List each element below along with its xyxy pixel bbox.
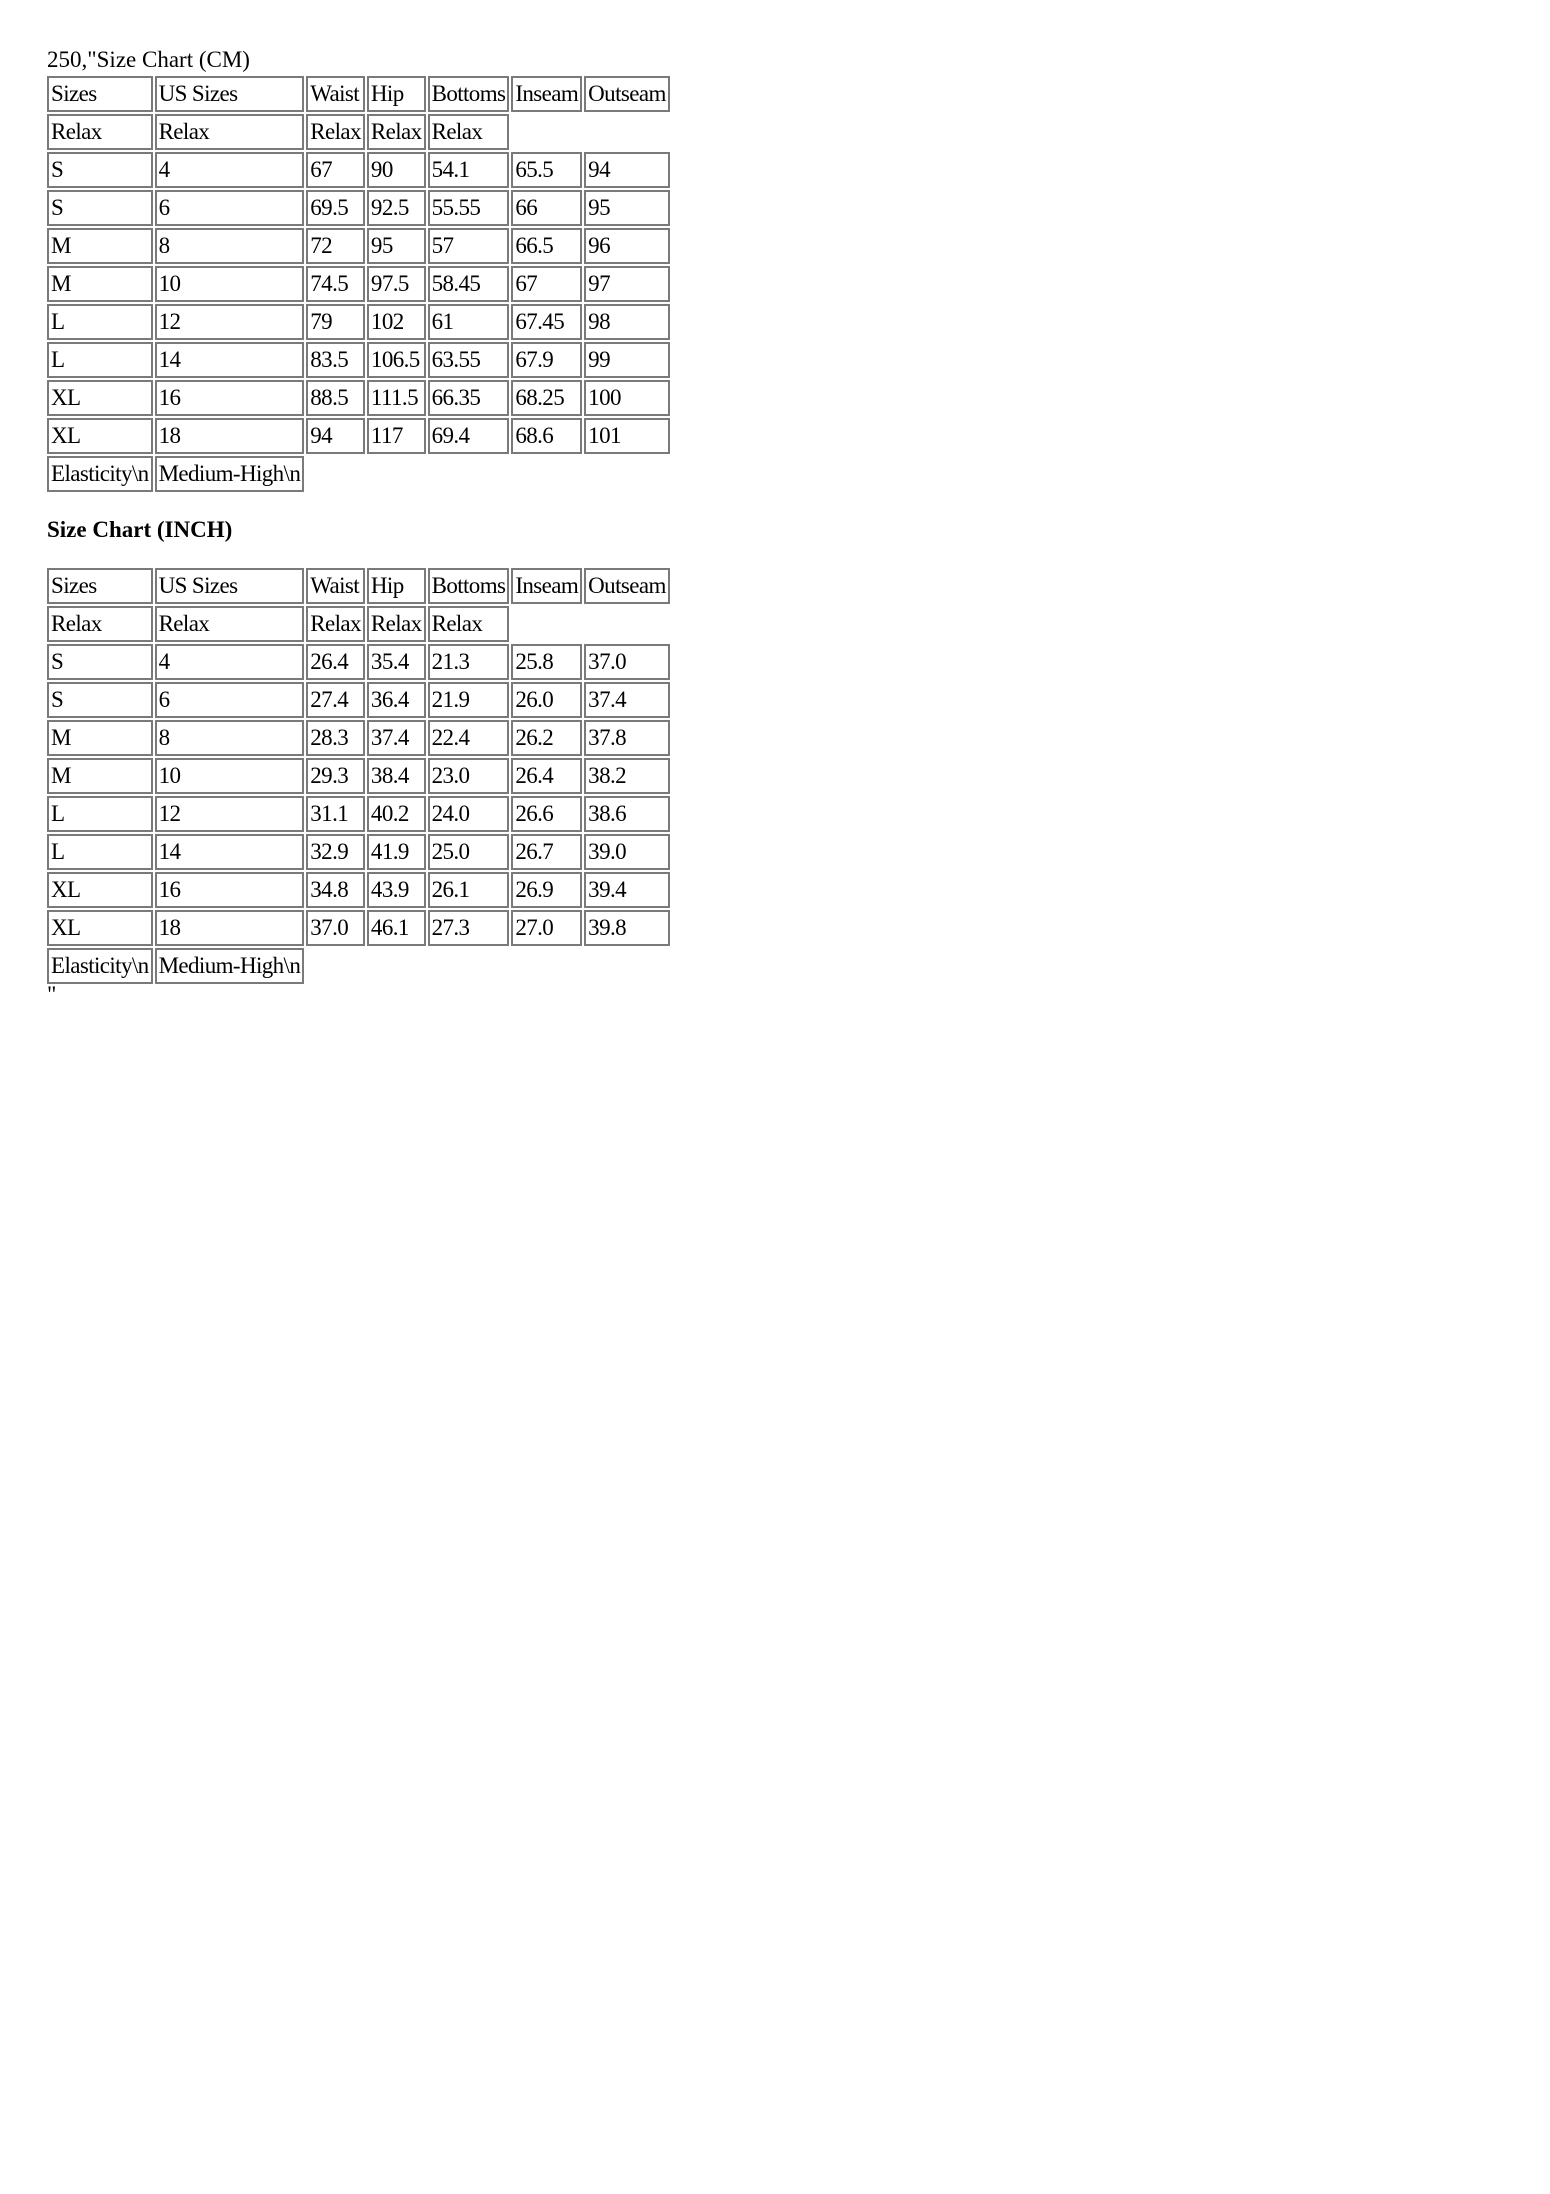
table-cell: 106.5 xyxy=(367,342,426,378)
table-row xyxy=(47,418,670,454)
empty-cell xyxy=(511,606,582,642)
table-cell: 18 xyxy=(155,418,305,454)
table-cell: M xyxy=(47,720,153,756)
table-cell: L xyxy=(47,796,153,832)
table-cell: 31.1 xyxy=(306,796,365,832)
empty-cell xyxy=(306,456,365,492)
header-cell: Hip xyxy=(367,76,426,112)
relax-cell: Relax xyxy=(367,114,426,150)
relax-cell: Relax xyxy=(47,114,153,150)
table-cell: 35.4 xyxy=(367,644,426,680)
table-row xyxy=(47,380,670,416)
table-cell: 66.5 xyxy=(511,228,582,264)
table-cell: 37.0 xyxy=(306,910,365,946)
table-cell: 79 xyxy=(306,304,365,340)
table-cell: 6 xyxy=(155,190,305,226)
empty-cell xyxy=(511,114,582,150)
table-cell: 74.5 xyxy=(306,266,365,302)
table-cell: 4 xyxy=(155,152,305,188)
header-cell: Bottoms xyxy=(428,568,510,604)
header-cell: Hip xyxy=(367,568,426,604)
table-cell: 39.4 xyxy=(584,872,670,908)
table-cell: 100 xyxy=(584,380,670,416)
table-cell: XL xyxy=(47,380,153,416)
table-cell: 65.5 xyxy=(511,152,582,188)
table-cell: 69.4 xyxy=(428,418,510,454)
table-cell: 58.45 xyxy=(428,266,510,302)
empty-cell xyxy=(584,114,670,150)
table-cell: M xyxy=(47,266,153,302)
table-cell: 36.4 xyxy=(367,682,426,718)
table-cell: 8 xyxy=(155,228,305,264)
elasticity-row xyxy=(47,456,670,492)
table-cell: 94 xyxy=(306,418,365,454)
table-cell: 25.0 xyxy=(428,834,510,870)
header-cell: Waist xyxy=(306,76,365,112)
table-cell: 21.3 xyxy=(428,644,510,680)
table-row xyxy=(47,152,670,188)
table-row xyxy=(47,796,670,832)
table-cell: 26.4 xyxy=(306,644,365,680)
table-cell: XL xyxy=(47,910,153,946)
table-cell: 95 xyxy=(584,190,670,226)
table-cell: 61 xyxy=(428,304,510,340)
table-cell: 37.0 xyxy=(584,644,670,680)
elasticity-cell: Elasticity\n xyxy=(47,456,153,492)
table-cell: 94 xyxy=(584,152,670,188)
table-cell: 37.8 xyxy=(584,720,670,756)
table-cell: S xyxy=(47,152,153,188)
empty-cell xyxy=(428,456,510,492)
header-cell: Bottoms xyxy=(428,76,510,112)
table-cell: S xyxy=(47,682,153,718)
table-cell: S xyxy=(47,644,153,680)
table-row xyxy=(47,872,670,908)
table-cell: 68.25 xyxy=(511,380,582,416)
table-cell: 68.6 xyxy=(511,418,582,454)
cm-chart-heading: 250,"Size Chart (CM) xyxy=(47,47,250,72)
table-cell: XL xyxy=(47,872,153,908)
table-cell: 25.8 xyxy=(511,644,582,680)
table-cell: L xyxy=(47,304,153,340)
trailing-quote: " xyxy=(47,982,57,1007)
relax-cell: Relax xyxy=(428,114,510,150)
table-cell: 4 xyxy=(155,644,305,680)
relax-cell: Relax xyxy=(306,114,365,150)
table-cell: 10 xyxy=(155,758,305,794)
table-row xyxy=(47,190,670,226)
header-cell: Sizes xyxy=(47,76,153,112)
table-cell: L xyxy=(47,342,153,378)
empty-cell xyxy=(511,948,582,984)
table-cell: 66.35 xyxy=(428,380,510,416)
table-cell: 90 xyxy=(367,152,426,188)
inch-chart-heading: Size Chart (INCH) xyxy=(47,517,233,542)
elasticity-cell: Elasticity\n xyxy=(47,948,153,984)
table-cell: 27.0 xyxy=(511,910,582,946)
table-cell: 10 xyxy=(155,266,305,302)
header-cell: Outseam xyxy=(584,568,670,604)
table-cell: 26.0 xyxy=(511,682,582,718)
table-cell: 46.1 xyxy=(367,910,426,946)
relax-cell: Relax xyxy=(155,606,305,642)
empty-cell xyxy=(584,456,670,492)
header-cell: Waist xyxy=(306,568,365,604)
table-cell: 26.6 xyxy=(511,796,582,832)
empty-cell xyxy=(367,456,426,492)
table-cell: 67 xyxy=(306,152,365,188)
table-row xyxy=(47,758,670,794)
table-cell: 39.0 xyxy=(584,834,670,870)
table-cell: 40.2 xyxy=(367,796,426,832)
table-cell: 27.4 xyxy=(306,682,365,718)
table-cell: 96 xyxy=(584,228,670,264)
table-cell: 27.3 xyxy=(428,910,510,946)
table-cell: 14 xyxy=(155,342,305,378)
table-cell: 101 xyxy=(584,418,670,454)
table-cell: 26.4 xyxy=(511,758,582,794)
table-cell: 26.1 xyxy=(428,872,510,908)
table-cell: 43.9 xyxy=(367,872,426,908)
empty-cell xyxy=(584,606,670,642)
table-row xyxy=(47,682,670,718)
relax-row xyxy=(47,606,670,642)
table-cell: 111.5 xyxy=(367,380,426,416)
table-cell: M xyxy=(47,758,153,794)
table-cell: 24.0 xyxy=(428,796,510,832)
table-cell: 26.9 xyxy=(511,872,582,908)
table-cell: 95 xyxy=(367,228,426,264)
relax-cell: Relax xyxy=(306,606,365,642)
table-row xyxy=(47,342,670,378)
document-page xyxy=(47,46,747,1007)
empty-cell xyxy=(428,948,510,984)
relax-row xyxy=(47,114,670,150)
table-cell: 117 xyxy=(367,418,426,454)
header-cell: Sizes xyxy=(47,568,153,604)
elasticity-cell: Medium-High\n xyxy=(155,948,305,984)
table-cell: 57 xyxy=(428,228,510,264)
header-cell: Inseam xyxy=(511,568,582,604)
table-cell: 16 xyxy=(155,380,305,416)
empty-cell xyxy=(306,948,365,984)
cm-size-table xyxy=(45,74,672,494)
table-cell: 102 xyxy=(367,304,426,340)
header-row xyxy=(47,76,670,112)
table-cell: 72 xyxy=(306,228,365,264)
empty-cell xyxy=(367,948,426,984)
table-cell: 21.9 xyxy=(428,682,510,718)
empty-cell xyxy=(511,456,582,492)
table-cell: 28.3 xyxy=(306,720,365,756)
table-cell: 37.4 xyxy=(367,720,426,756)
table-cell: 26.7 xyxy=(511,834,582,870)
table-cell: 66 xyxy=(511,190,582,226)
table-cell: 14 xyxy=(155,834,305,870)
table-cell: 97.5 xyxy=(367,266,426,302)
table-cell: 55.55 xyxy=(428,190,510,226)
table-cell: 29.3 xyxy=(306,758,365,794)
table-row xyxy=(47,644,670,680)
table-cell: 23.0 xyxy=(428,758,510,794)
table-cell: 54.1 xyxy=(428,152,510,188)
table-cell: 67 xyxy=(511,266,582,302)
table-cell: 98 xyxy=(584,304,670,340)
table-cell: 32.9 xyxy=(306,834,365,870)
table-cell: 12 xyxy=(155,304,305,340)
table-cell: 83.5 xyxy=(306,342,365,378)
table-cell: 12 xyxy=(155,796,305,832)
table-cell: 88.5 xyxy=(306,380,365,416)
table-row xyxy=(47,304,670,340)
table-cell: 99 xyxy=(584,342,670,378)
table-cell: 34.8 xyxy=(306,872,365,908)
table-row xyxy=(47,720,670,756)
table-cell: 92.5 xyxy=(367,190,426,226)
header-row xyxy=(47,568,670,604)
table-cell: 16 xyxy=(155,872,305,908)
header-cell: US Sizes xyxy=(155,76,305,112)
inch-table-body xyxy=(47,568,670,984)
table-cell: L xyxy=(47,834,153,870)
empty-cell xyxy=(584,948,670,984)
table-cell: 22.4 xyxy=(428,720,510,756)
table-cell: S xyxy=(47,190,153,226)
table-row xyxy=(47,266,670,302)
table-cell: 38.2 xyxy=(584,758,670,794)
table-cell: 26.2 xyxy=(511,720,582,756)
table-cell: M xyxy=(47,228,153,264)
table-cell: 97 xyxy=(584,266,670,302)
table-cell: 41.9 xyxy=(367,834,426,870)
relax-cell: Relax xyxy=(428,606,510,642)
table-row xyxy=(47,834,670,870)
table-cell: 63.55 xyxy=(428,342,510,378)
header-cell: Outseam xyxy=(584,76,670,112)
table-row xyxy=(47,228,670,264)
table-cell: 6 xyxy=(155,682,305,718)
table-cell: XL xyxy=(47,418,153,454)
table-cell: 67.9 xyxy=(511,342,582,378)
elasticity-row xyxy=(47,948,670,984)
table-cell: 18 xyxy=(155,910,305,946)
table-cell: 69.5 xyxy=(306,190,365,226)
header-cell: US Sizes xyxy=(155,568,305,604)
relax-cell: Relax xyxy=(367,606,426,642)
relax-cell: Relax xyxy=(155,114,305,150)
table-cell: 39.8 xyxy=(584,910,670,946)
table-cell: 38.6 xyxy=(584,796,670,832)
inch-size-table xyxy=(45,566,672,986)
header-cell: Inseam xyxy=(511,76,582,112)
cm-table-body xyxy=(47,76,670,492)
table-row xyxy=(47,910,670,946)
table-cell: 8 xyxy=(155,720,305,756)
relax-cell: Relax xyxy=(47,606,153,642)
elasticity-cell: Medium-High\n xyxy=(155,456,305,492)
table-cell: 38.4 xyxy=(367,758,426,794)
table-cell: 67.45 xyxy=(511,304,582,340)
table-cell: 37.4 xyxy=(584,682,670,718)
